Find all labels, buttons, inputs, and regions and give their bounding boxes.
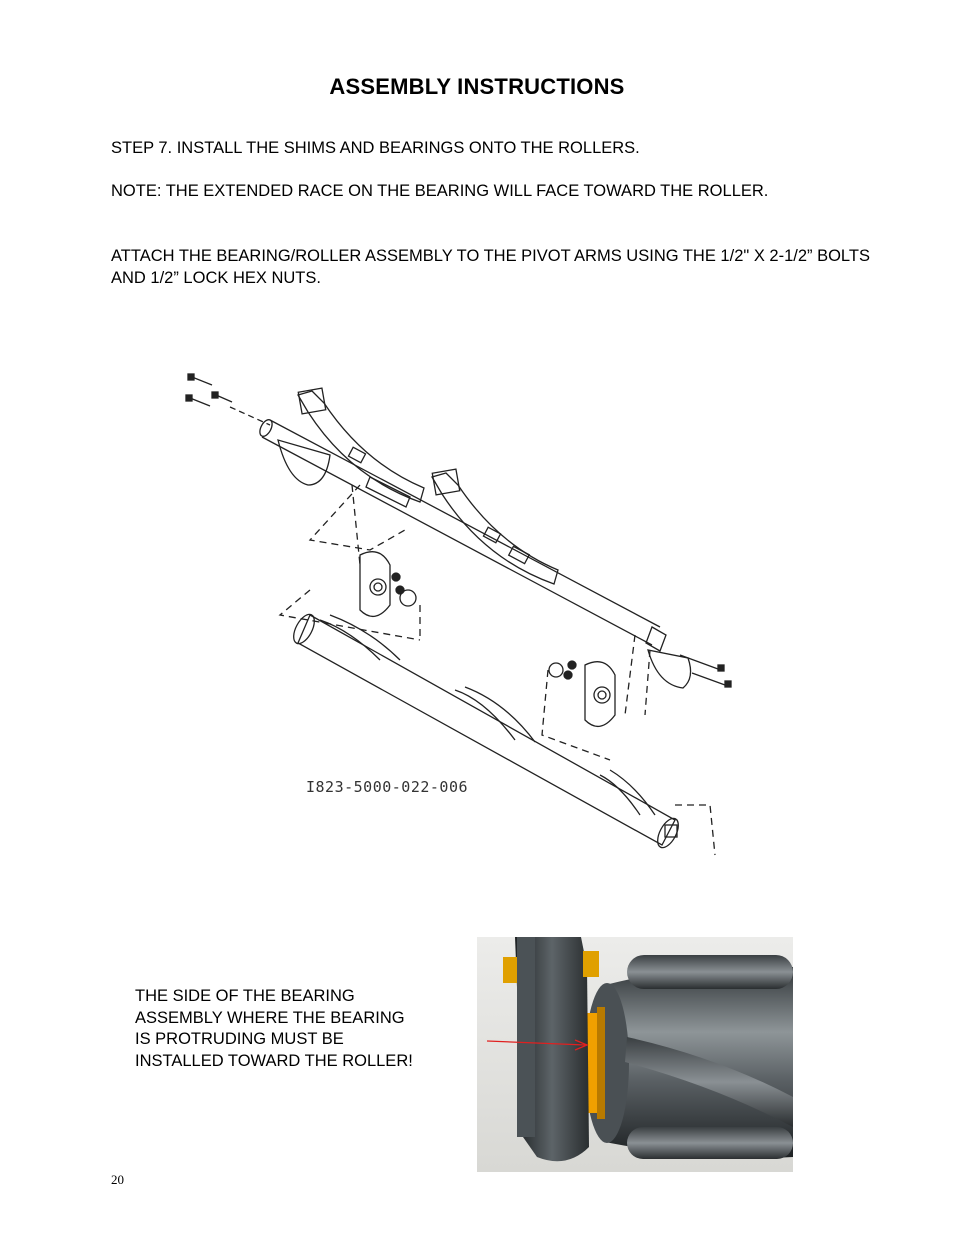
bearing-flange-2 [549, 661, 615, 726]
bearing-flange-1 [360, 552, 416, 617]
page-title: ASSEMBLY INSTRUCTIONS [329, 74, 625, 99]
note-text: NOTE: THE EXTENDED RACE ON THE BEARING WILL FACE TOWARD THE ROLLER. [111, 182, 769, 200]
main-tube [257, 418, 666, 651]
photo-caption: THE SIDE OF THE BEARING ASSEMBLY WHERE THE BEARING IS PROTRUDING MUST BE INSTALLED TOWARD THE ROLLER! [135, 987, 413, 1070]
bolt-icon [186, 374, 232, 406]
mount-bracket-left [278, 440, 330, 485]
attach-text: ATTACH THE BEARING/ROLLER ASSEMBLY TO THE PIVOT ARMS USING THE 1/2" X 2-1/2” BOLTS AND 1/2” LOCK HEX NUTS. [111, 247, 870, 287]
pivot-arm-2 [432, 469, 558, 584]
mount-bracket-right [648, 650, 691, 688]
step-text: STEP 7. INSTALL THE SHIMS AND BEARINGS ONTO THE ROLLERS. [111, 139, 640, 157]
roller [289, 611, 682, 851]
part-number: I823-5000-022-006 [306, 778, 469, 796]
page-number: 20 [111, 1172, 124, 1187]
bearing-photo [477, 937, 793, 1172]
